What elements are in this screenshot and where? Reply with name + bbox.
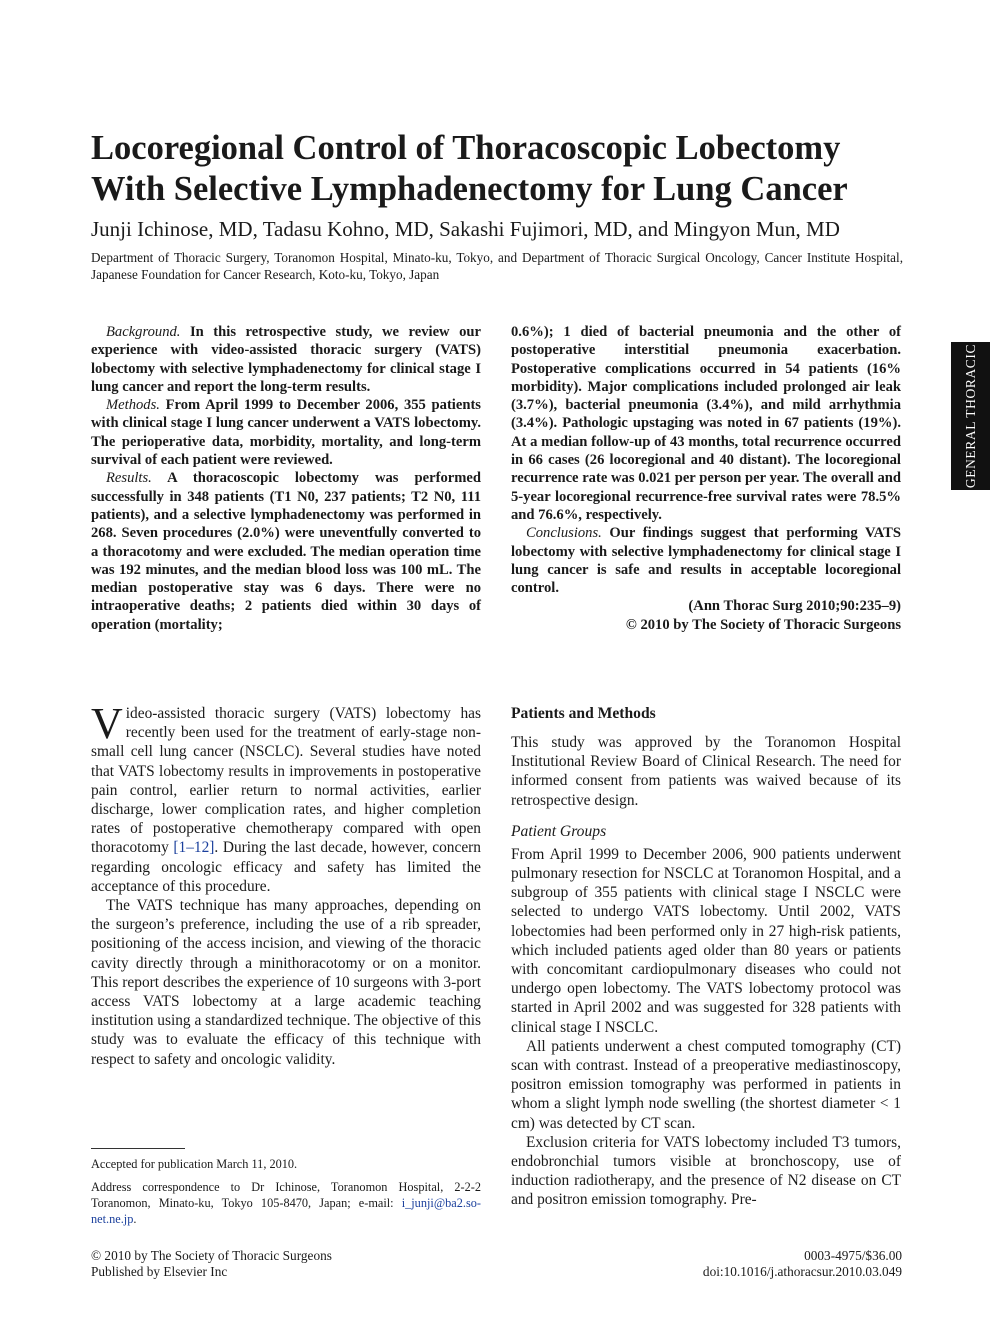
abstract-methods: [91, 396, 481, 469]
methods-label: Methods.: [106, 397, 160, 414]
footer-right: [600, 1248, 902, 1280]
correspondence-text: Address correspondence to Dr Ichinose, Toranomon Hospital, 2-2-2 Toranomon, Minato-ku, Tokyo 105-8470, Japan; e-mail:: [91, 1180, 481, 1210]
intro-paragraph-2: The VATS technique has many approaches, depending on the surgeon’s preference, including the use of a rib spreader, positioning of the access incision, and viewing of the thoracic cavity directly through a minithoracotomy or on a monitor. This report describes the experience of 10 surgeons with 3-port access VATS lobectomy at a large academic teaching institution using a standardized technique. The objective of this study was to evaluate the efficacy of this technique with respect to safety and oncologic validity.: [91, 897, 481, 1068]
results-label: Results.: [106, 470, 152, 487]
abstract-left-column: [91, 323, 481, 634]
intro-p1-tail: . During the last decade, however, concern regarding oncologic efficacy and safety has limited the acceptance of this procedure.: [91, 839, 481, 895]
abstract-results: [91, 469, 481, 634]
methods-paragraph-1: This study was approved by the Toranomon Hospital Institutional Review Board of Clinical Research. The need for informed consent from patients was waived because of its retrospective design.: [511, 734, 901, 809]
title-line-1: Locoregional Control of Thoracoscopic Lobectomy: [91, 129, 841, 167]
abstract-background: [91, 323, 481, 396]
footnote-divider: [91, 1148, 185, 1149]
intro-p1-text: ideo-assisted thoracic surgery (VATS) lobectomy has recently been used for the treatment of early-stage non-small cell lung cancer (NSCLC). Several studies have noted that VATS lobectomy results in improvements in postoperative pain control, earlier return to normal activities, earlier discharge, lower complication rates, and higher completion rates of postoperative chemotherapy compared with open thoracotomy: [91, 705, 481, 857]
subsection-heading: Patient Groups: [511, 822, 607, 840]
conclusions-label: Conclusions.: [526, 525, 602, 542]
email-link[interactable]: i_junji@ba2.so-net.ne.jp: [91, 1196, 481, 1226]
conclusions-text: Our findings suggest that performing VATS lobectomy with selective lymphadenectomy for clinical stage I lung cancer is safe and results in acceptable locoregional control.: [511, 525, 901, 597]
section-tab-label: GENERAL THORACIC: [962, 343, 978, 489]
correspondence-period: .: [133, 1212, 137, 1226]
abstract-conclusions: [511, 524, 901, 597]
abstract-copyright: © 2010 by The Society of Thoracic Surgeons: [625, 616, 901, 633]
section-heading: Patients and Methods: [511, 705, 656, 722]
results-text-left: A thoracoscopic lobectomy was performed successfully in 348 patients (T1 N0, 237 patients; T2 N0, 111 patients), and a selective lymphadenectomy was performed in 268. Seven procedures (2.0%) were uneventfully converted to a thoracotomy and were excluded. The median operation time was 192 minutes, and the median blood loss was 100 mL. The median postoperative stay was 6 days. There were no intraoperative deaths; 2 patients died within 30 days of operation (mortality;: [91, 470, 481, 633]
background-label: Background.: [106, 324, 181, 340]
methods-text: From April 1999 to December 2006, 355 patients with clinical stage I lung cancer underwent a VATS lobectomy. The perioperative data, morbidity, mortality, and long-term survival of each patient were reviewed.: [91, 397, 481, 469]
footnotes: [91, 1156, 481, 1234]
intro-paragraph-1: [91, 699, 481, 896]
abstract-right-column: [511, 323, 901, 634]
drop-cap: V: [91, 699, 123, 748]
footer-doi: doi:10.1016/j.athoracsur.2010.03.049: [702, 1264, 902, 1279]
footer-issn: 0003-4975/$36.00: [804, 1248, 902, 1263]
author-list: Junji Ichinose, MD, Tadasu Kohno, MD, Sakashi Fujimori, MD, and Mingyon Mun, MD: [91, 217, 840, 241]
methods-paragraph-4: Exclusion criteria for VATS lobectomy included T3 tumors, endobronchial tumors visible at bronchoscopy, use of induction radiotherapy, and the presence of N2 disease on CT and positron emission tomography. Pre-: [511, 1133, 901, 1209]
accepted-date: Accepted for publication March 11, 2010.: [91, 1157, 298, 1171]
footer-publisher: Published by Elsevier Inc: [91, 1264, 228, 1279]
background-text: In this retrospective study, we review our experience with video-assisted thoracic surgery (VATS) lobectomy with selective lymphadenectomy for clinical stage I lung cancer and report the long-term results.: [91, 324, 481, 395]
correspondence-note: [91, 1179, 481, 1227]
body-right-column: [511, 704, 901, 1210]
affiliation: Department of Thoracic Surgery, Toranomon Hospital, Minato-ku, Tokyo, and Department of Thoracic Surgical Oncology, Cancer Institute Hospital, Japanese Foundation for Cancer Research, Koto-ku, Tokyo, Japan: [91, 250, 903, 282]
abstract-results-continued: 0.6%); 1 died of bacterial pneumonia and the other of postoperative interstitial pneumonia exacerbation. Postoperative complications occurred in 54 patients (16% morbidity). Major complications included prolonged air leak (3.7%), bacterial pneumonia (3.4%), and mild arrhythmia (3.4%). Pathologic upstaging was noted in 67 patients (19%). At a median follow-up of 43 months, total recurrence occurred in 66 cases (26 locoregional and 40 distant). The locoregional recurrence rate was 0.021 per person per year. The overall and 5-year locoregional recurrence-free survival rates were 78.5% and 76.6%, respectively.: [511, 324, 901, 523]
reference-link[interactable]: [1–12]: [173, 839, 215, 857]
methods-paragraph-2: From April 1999 to December 2006, 900 patients underwent pulmonary resection for NSCLC at Toranomon Hospital, and a subgroup of 355 patients with clinical stage I NSCLC were selected to undergo VATS lobectomy. Until 2002, VATS lobectomies had been performed only in 27 high-risk patients, which included patients aged older than 80 years or patients with concomitant cardiopulmonary diseases who could not undergo open lobectomy. The VATS lobectomy protocol was started in April 2002 and was suggested for 328 patients with clinical stage I NSCLC.: [511, 845, 901, 1036]
footer-left: [91, 1248, 332, 1280]
journal-citation: (Ann Thorac Surg 2010;90:235–9): [688, 598, 901, 615]
footer-copyright: © 2010 by The Society of Thoracic Surgeons: [91, 1248, 332, 1263]
section-tab: [951, 342, 990, 490]
methods-paragraph-3: All patients underwent a chest computed tomography (CT) scan with contrast. Instead of a preoperative mediastinoscopy, positron emission tomography was performed in patients in whom a slight lymph node swelling (the shortest diameter < 1 cm) was detected by CT scan.: [511, 1037, 901, 1132]
article-title: [91, 128, 911, 210]
body-left-column: [91, 699, 481, 1069]
title-line-2: With Selective Lymphadenectomy for Lung Cancer: [91, 170, 848, 208]
